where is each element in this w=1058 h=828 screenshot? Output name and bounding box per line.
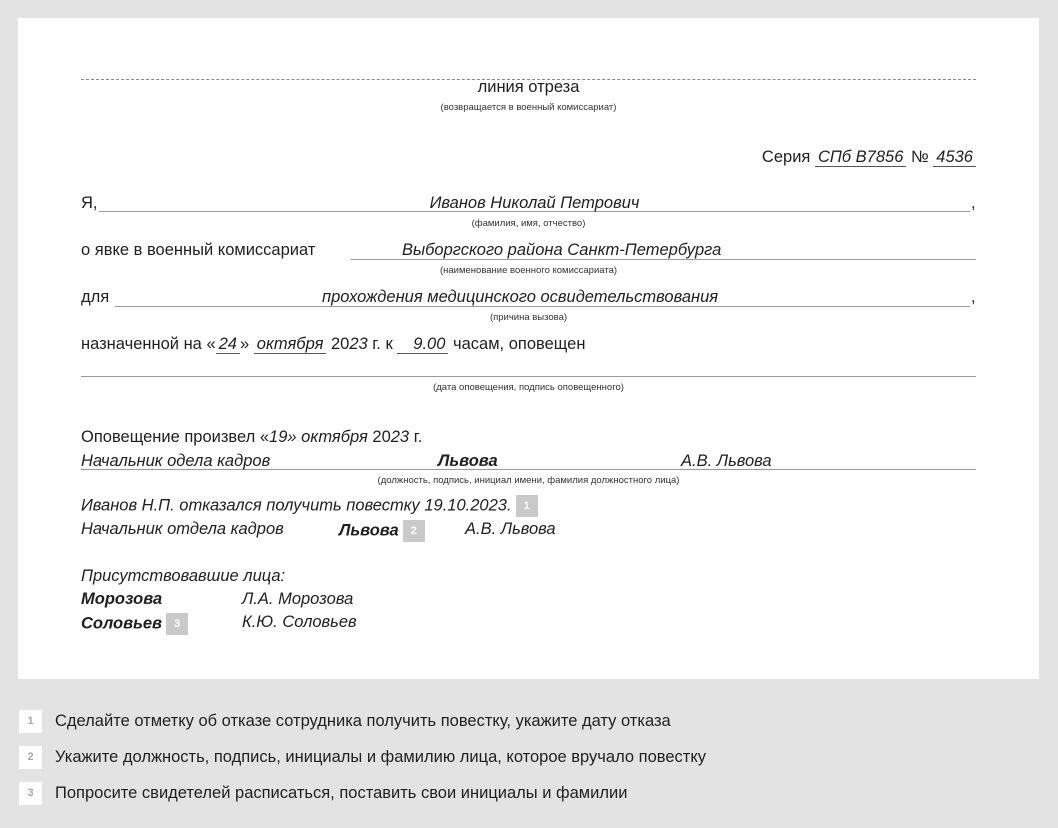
note-badge: 3 [19, 782, 42, 805]
person-caption: (фамилия, имя, отчество) [471, 218, 586, 229]
notifier-caption: (должность, подпись, инициал имени, фамилия должностного лица) [377, 475, 680, 486]
notifier-initials: А.В. Львова [681, 452, 772, 470]
appointment-year-prefix: 20 [330, 335, 350, 353]
refusal-badge-2: 2 [403, 520, 425, 542]
notifier-year-suffix: 23 [390, 428, 410, 446]
notifier-day: 19 [269, 428, 288, 446]
person-name: Иванов Николай Петрович [429, 194, 640, 212]
note-text: Попросите свидетелей расписаться, поставить свои инициалы и фамилии [55, 784, 628, 802]
series-number: 4536 [933, 148, 976, 167]
notifier-year-label: г. [413, 428, 423, 446]
reason-caption: (причина вызова) [489, 312, 568, 323]
commissariat-value: Выборгского района Санкт-Петербурга [402, 241, 722, 259]
notifier-month: октября [301, 428, 368, 446]
refusal-initials: А.В. Львова [465, 520, 556, 538]
cut-line-subtitle: (возвращается в военный комиссариат) [440, 102, 617, 113]
appointment-day: 24 [216, 335, 240, 354]
witness-signature: Соловьев [81, 614, 163, 633]
number-label: № [910, 148, 929, 166]
reason-value: прохождения медицинского освидетельствования [322, 288, 719, 306]
appointment-month: октября [254, 335, 327, 354]
notifier-date-line [81, 428, 422, 447]
appointment-prefix: назначенной на « [81, 335, 216, 353]
appointment-year-suffix: 23 [349, 335, 368, 353]
notifier-year-prefix: 20 [372, 428, 391, 446]
commissariat-caption: (наименование военного комиссариата) [439, 265, 618, 276]
note-badge: 2 [19, 746, 42, 769]
cut-line-title: линия отреза [477, 78, 580, 96]
person-prefix: Я, [81, 194, 98, 212]
series-value: СПб В7856 [815, 148, 906, 167]
notifier-position: Начальник одела кадров [81, 452, 271, 470]
witness-initials: К.Ю. Соловьев [242, 613, 357, 631]
appointment-year-label: г. к [372, 335, 393, 353]
commissariat-prefix: о явке в военный комиссариат [81, 241, 316, 259]
notifier-prefix: Оповещение произвел « [81, 428, 270, 446]
series-line [762, 148, 976, 167]
notifier-quote-close: » [287, 428, 297, 446]
reason-prefix: для [81, 288, 110, 306]
refusal-position: Начальник отдела кадров [81, 520, 284, 538]
refusal-signature-line [339, 520, 425, 542]
notifier-signature: Львова [438, 452, 498, 470]
witness-signature-line [81, 613, 188, 635]
series-label: Серия [761, 148, 811, 166]
refusal-badge: 1 [516, 495, 538, 517]
appointment-caption: (дата оповещения, подпись оповещенного) [433, 382, 624, 393]
appointment-time: 9.00 [397, 335, 448, 354]
witnesses-title: Присутствовавшие лица: [81, 567, 286, 585]
note-badge: 1 [19, 710, 42, 733]
witness-signature: Морозова [81, 590, 163, 608]
appointment-suffix: часам, оповещен [453, 335, 586, 353]
refusal-signature: Львова [339, 521, 399, 540]
appointment-line [81, 335, 585, 354]
refusal-line [81, 495, 538, 517]
person-suffix: , [971, 194, 976, 212]
appointment-underline [81, 376, 976, 377]
witness-initials: Л.А. Морозова [242, 590, 354, 608]
note-text: Укажите должность, подпись, инициалы и фамилию лица, которое вручало повестку [55, 748, 706, 766]
witness-badge: 3 [166, 613, 188, 635]
refusal-text: Иванов Н.П. отказался получить повестку 19.10.2023. [81, 496, 512, 515]
note-text: Сделайте отметку об отказе сотрудника получить повестку, укажите дату отказа [55, 712, 671, 730]
appointment-quote-close: » [239, 335, 250, 353]
reason-suffix: , [971, 288, 976, 306]
